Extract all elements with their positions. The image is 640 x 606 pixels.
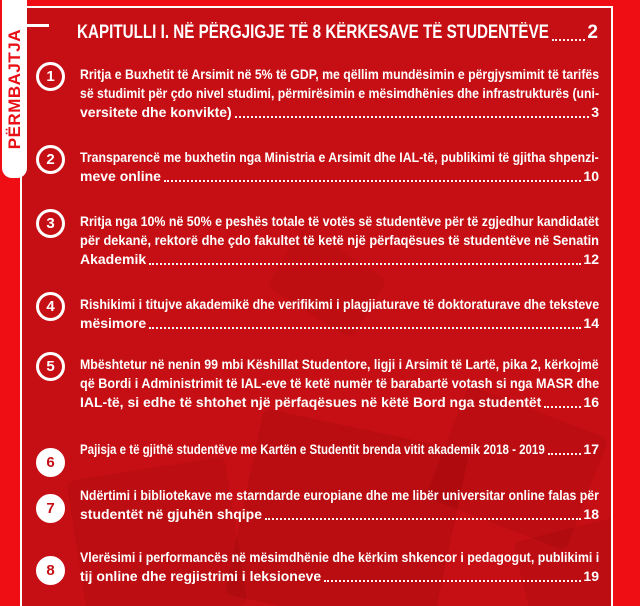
item-text-line: IAL-të, si edhe të shtohet një përfaqësues në këtë Bord nga studentët bbox=[80, 394, 542, 410]
toc-item-4 bbox=[22, 295, 611, 333]
toc-item-5 bbox=[22, 355, 611, 412]
item-page-number: 18 bbox=[583, 506, 599, 522]
item-page-number: 19 bbox=[583, 568, 599, 584]
item-number-badge: 6 bbox=[36, 448, 65, 477]
item-text-line: që Bordi i Administrimit të IAL-eve të ketë numër të barabartë votash si nga MASR dhe bbox=[80, 375, 600, 391]
item-number-badge: 1 bbox=[36, 62, 65, 91]
item-text-line: Mbështetur në nenin 99 mbi Këshillat Studentore, ligji i Arsimit të Lartë, pika 2, kërkojmë bbox=[80, 356, 599, 372]
item-page-number: 10 bbox=[583, 168, 599, 184]
dot-leader bbox=[149, 263, 581, 265]
item-number-badge: 3 bbox=[36, 209, 65, 238]
dot-leader bbox=[164, 180, 582, 182]
item-text-line: Rishikimi i titujve akademikë dhe verifikimi i plagjiaturave të doktoraturave dhe teksteve bbox=[80, 296, 600, 312]
toc-item-1 bbox=[22, 65, 611, 122]
dot-leader bbox=[544, 406, 581, 408]
permbajtja-tab bbox=[2, 0, 27, 178]
item-text-line: Rritja e Buxhetit të Arsimit në 5% të GDP, me qëllim mundësimin e përgjysmimit të tarifës bbox=[80, 66, 600, 82]
item-text-line: versitete dhe konvikte) bbox=[80, 104, 232, 120]
dot-leader bbox=[235, 116, 589, 118]
permbajtja-tab-label: PËRMBAJTJA bbox=[4, 28, 24, 150]
item-number-badge: 8 bbox=[36, 556, 65, 585]
item-page-number: 12 bbox=[583, 251, 599, 267]
toc-item-3 bbox=[22, 212, 611, 269]
item-number-badge: 4 bbox=[36, 292, 65, 321]
chapter-page-number: 2 bbox=[587, 22, 598, 43]
item-number-badge: 5 bbox=[36, 352, 65, 381]
item-number-badge: 2 bbox=[36, 145, 65, 174]
item-text-line: për dekanë, rektorë dhe çdo fakultet të ketë një përfaqësues të studentëve në Senatin bbox=[80, 232, 599, 248]
dot-leader bbox=[548, 453, 581, 455]
chapter-title: KAPITULLI I. NË PËRGJIGJE TË 8 KËRKESAVE TË STUDENTËVE bbox=[77, 22, 549, 43]
item-text-line: tij online dhe regjistrimi i leksioneve bbox=[80, 568, 322, 584]
toc-item-list bbox=[22, 65, 611, 586]
item-page-number: 17 bbox=[583, 441, 599, 457]
toc-item-2 bbox=[22, 148, 611, 186]
item-text-line: meve online bbox=[80, 168, 161, 184]
item-page-number: 14 bbox=[583, 315, 599, 331]
dot-leader bbox=[552, 39, 585, 41]
item-text-line: Vlerësimi i performancës në mësimdhënie dhe kërkim shkencor i pedagogut, publikimi i bbox=[80, 549, 600, 565]
dot-leader bbox=[324, 580, 581, 582]
item-number-badge: 7 bbox=[36, 494, 65, 523]
dot-leader bbox=[149, 327, 581, 329]
dot-leader bbox=[265, 518, 581, 520]
item-text-line: studentët në gjuhën shqipe bbox=[80, 506, 263, 522]
item-text-line: Akademik bbox=[80, 251, 147, 267]
toc-item-7 bbox=[22, 486, 611, 524]
item-page-number: 16 bbox=[583, 394, 599, 410]
item-text-line: mësimore bbox=[80, 315, 147, 331]
toc-item-6 bbox=[22, 440, 611, 471]
chapter-header bbox=[77, 21, 598, 45]
item-text-line: së studimit për çdo nivel studimi, përmirësimin e mësimdhënies dhe infrastrukturës (uni- bbox=[80, 85, 600, 101]
item-page-number: 3 bbox=[591, 104, 599, 120]
item-text-line: Rritja nga 10% në 50% e peshës totale të votës së studentëve për të zgjedhur kandidatët bbox=[80, 213, 599, 229]
item-text-line: Transparencë me buxhetin nga Ministria e Arsimit dhe IAL-të, publikimi të gjitha shpenzi- bbox=[80, 149, 599, 165]
item-text-line: Ndërtimi i bibliotekave me starndarde europiane dhe me libër universitar online falas për bbox=[80, 487, 599, 503]
toc-item-8 bbox=[22, 548, 611, 586]
contents-card bbox=[20, 6, 613, 606]
item-text-line: Pajisja e të gjithë studentëve me Kartën e Studentit brenda vitit akademik 2018 - 2019 bbox=[80, 441, 545, 457]
